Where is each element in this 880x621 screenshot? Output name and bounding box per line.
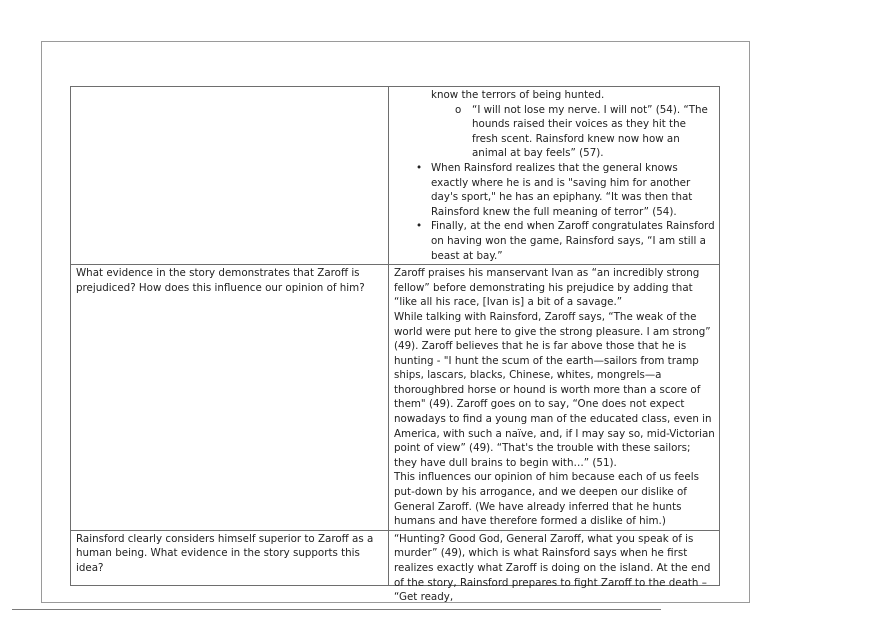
answer-lead: know the terrors of being hunted.: [431, 89, 605, 101]
answer-cell: [389, 265, 720, 531]
table-row: [71, 87, 720, 265]
question-cell: [71, 87, 389, 265]
document-page: [41, 41, 750, 603]
answer-cell: [389, 87, 720, 265]
bullet-text: Finally, at the end when Zaroff congratulates Rainsford on having won the game, Rainsford says, “I am still a beast at bay.”: [431, 220, 715, 262]
question-text: What evidence in the story demonstrates that Zaroff is prejudiced? How does this influence our opinion of him?: [76, 267, 365, 294]
answer-paragraph: This influences our opinion of him because each of us feels put-down by his arrogance, and we deepen our dislike of General Zaroff. (We have already inferred that he hunts humans and have therefore formed a dislike of him.): [394, 471, 699, 528]
sub-bullet-item: [394, 103, 715, 161]
sub-bullet-text: “I will not lose my nerve. I will not” (54). “The hounds raised their voices as they hit the fresh scent. Rainsford knew now how an animal at bay feels” (57).: [472, 103, 708, 160]
bullet-item: [394, 161, 715, 219]
question-text: Rainsford clearly considers himself superior to Zaroff as a human being. What evidence in the story supports this idea?: [76, 532, 374, 574]
table-row: [71, 530, 720, 585]
bullet-text: When Rainsford realizes that the general knows exactly where he is and is "saving him for another day's sport," he has an epiphany. “It was then that Rainsford knew the full meaning of terror” (54).: [431, 161, 693, 218]
qa-table: [70, 86, 720, 604]
answer-paragraph: Zaroff praises his manservant Ivan as “an incredibly strong fellow” before demonstrating his prejudice by adding that “like all his race, [Ivan is] a bit of a savage.”: [394, 267, 700, 309]
bullet-icon: •: [416, 161, 423, 174]
bullet-icon: •: [416, 220, 423, 233]
answer-paragraph: While talking with Rainsford, Zaroff says, “The weak of the world were put here to give the strong pleasure. I am strong” (49). Zaroff believes that he is far above those that he is hunting - "I hunt the scum of the earth—sailors from tramp ships, lascars, blacks, Chinese, whites, mongrels—a thoroughbred horse or hound is worth more than a score of them" (49). Zaroff goes on to say, “One does not expect nowadays to find a young man of the educated class, even in America, with such a naïve, and, if I may say so, mid-Victorian point of view” (49). “That's the trouble with these sailors; they have dull brains to begin with…” (51).: [394, 310, 715, 469]
bullet-item: [394, 219, 715, 263]
table-row: [71, 265, 720, 531]
circle-bullet-icon: o: [455, 103, 462, 116]
question-cell: [71, 265, 389, 531]
question-cell: [71, 530, 389, 585]
answer-paragraph: “Hunting? Good God, General Zaroff, what you speak of is murder” (49), which is what Rainsford says when he first realizes exactly what Zaroff is doing on the island. At the end of the story, Rainsford prepares to fight Zaroff to the death – “Get ready,: [394, 532, 711, 604]
footer-rule: [12, 609, 661, 610]
answer-cell: [389, 530, 720, 604]
